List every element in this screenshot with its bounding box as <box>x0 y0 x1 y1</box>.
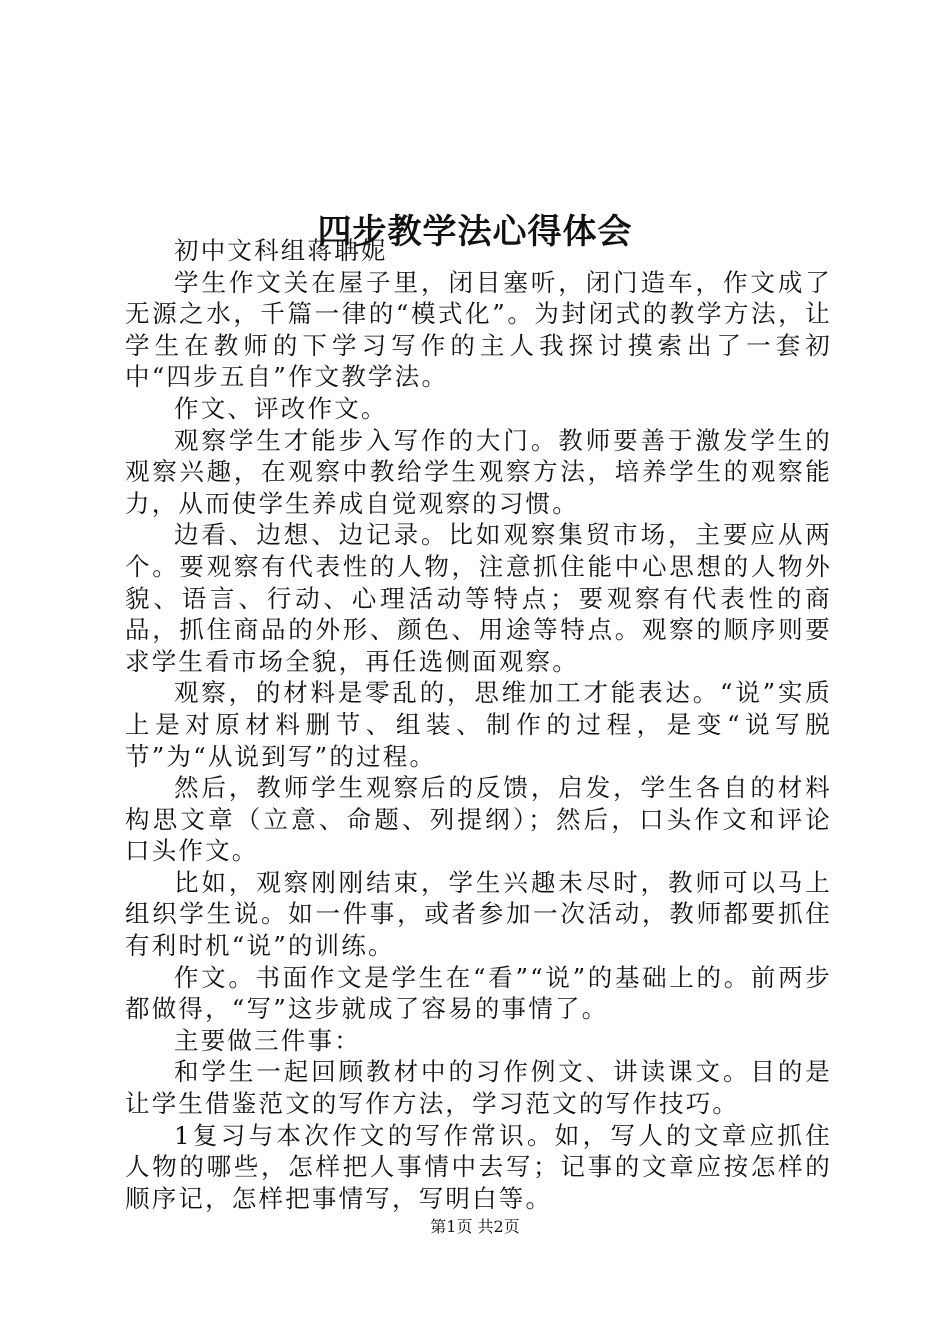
author-line: 初中文科组蒋聃妮 <box>174 236 388 265</box>
document-title: 四步教学法心得体会 <box>317 211 633 252</box>
paragraph: 比如，观察刚刚结束，学生兴趣未尽时，教师可以马上组织学生说。如一件事，或者参加一次活动，教师都要抓住有利时机“说”的训练。 <box>125 867 832 961</box>
paragraph: 然后，教师学生观察后的反馈，启发，学生各自的材料构思文章（立意、命题、列提纲）；然后，口头作文和评论口头作文。 <box>125 773 832 866</box>
paragraph: 作文、评改作文。 <box>174 393 388 423</box>
paragraph: 作文。书面作文是学生在“看”“说”的基础上的。前两步都做得，“写”这步就成了容易的事情了。 <box>125 962 832 1024</box>
paragraph: 观察学生才能步入写作的大门。教师要善于激发学生的观察兴趣，在观察中教给学生观察方法，培养学生的观察能力，从而使学生养成自觉观察的习惯。 <box>125 425 832 518</box>
paragraph: 观察，的材料是零乱的，思维加工才能表达。“说”实质上是对原材料删节、组装、制作的过程，是变“说写脱节”为“从说到写”的过程。 <box>125 678 832 771</box>
paragraph: 边看、边想、边记录。比如观察集贸市场，主要应从两个。要观察有代表性的人物，注意抓住能中心思想的人物外貌、语言、行动、心理活动等特点；要观察有代表性的商品，抓住商品的外形、颜色、用途等特点。观察的顺序则要求学生看市场全貌，再任选侧面观察。 <box>125 520 832 676</box>
document-body <box>125 235 832 1214</box>
page-number-footer: 第1页 共2页 <box>430 1217 520 1236</box>
paragraph: 1复习与本次作文的写作常识。如，写人的文章应抓住人物的哪些，怎样把人事情中去写；记事的文章应按怎样的顺序记，怎样把事情写，写明白等。 <box>125 1120 832 1213</box>
paragraph: 学生作文关在屋子里，闭目塞听，闭门造车，作文成了无源之水，千篇一律的“模式化”。为封闭式的教学方法，让学生在教师的下学习写作的主人我探讨摸索出了一套初中“四步五自”作文教学法。 <box>125 267 832 392</box>
paragraph: 和学生一起回顾教材中的习作例文、讲读课文。目的是让学生借鉴范文的写作方法，学习范文的写作技巧。 <box>125 1057 832 1119</box>
paragraph: 主要做三件事： <box>174 1025 361 1055</box>
